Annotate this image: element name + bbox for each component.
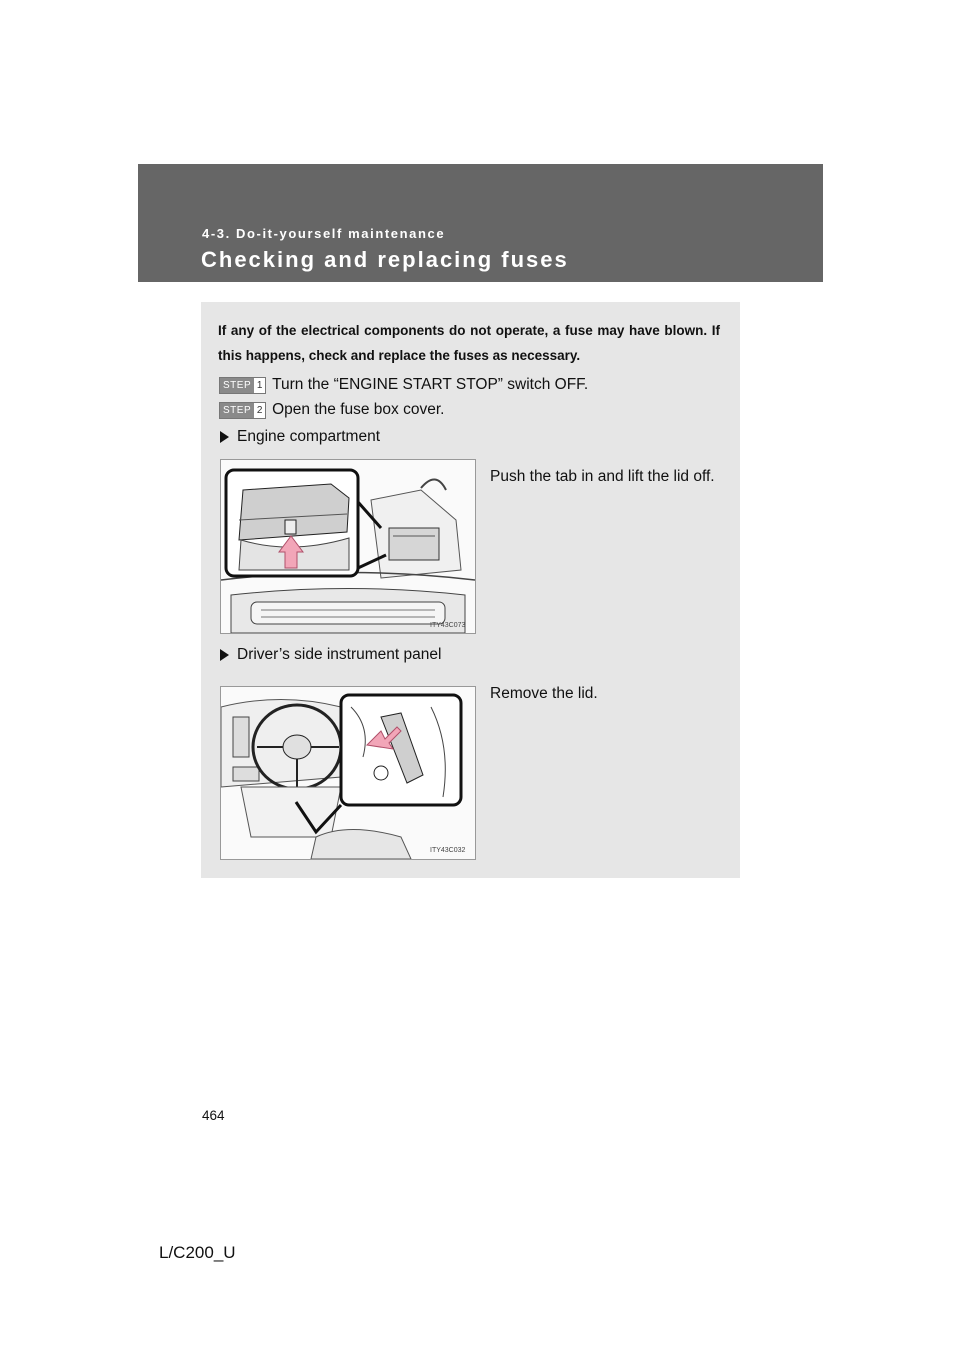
- step-text: Turn the “ENGINE START STOP” switch OFF.: [272, 376, 589, 393]
- location-heading-driver-panel: [220, 646, 441, 664]
- engine-compartment-figure: [220, 459, 476, 634]
- step-badge-number: 2: [254, 403, 265, 418]
- step-badge: [219, 377, 266, 394]
- triangle-bullet-icon: [220, 431, 229, 443]
- location-heading-engine: [220, 428, 380, 446]
- step-badge-label: STEP: [220, 378, 254, 393]
- step-badge: [219, 402, 266, 419]
- location-heading-text: Driver’s side instrument panel: [237, 646, 442, 663]
- figure-code: ITY43C032: [430, 847, 466, 854]
- step-2: [219, 401, 444, 419]
- figure-code: ITY43C073: [430, 622, 466, 629]
- section-label: 4-3. Do-it-yourself maintenance: [202, 226, 446, 241]
- intro-text: If any of the electrical components do not operate, a fuse may have blown. If this happens, check and replace the fuses as necessary.: [218, 323, 720, 363]
- location-description-driver-panel: Remove the lid.: [490, 685, 598, 702]
- page-number: 464: [202, 1108, 225, 1123]
- instrument-panel-figure: [220, 686, 476, 860]
- step-text: Open the fuse box cover.: [272, 401, 445, 418]
- page-title: Checking and replacing fuses: [201, 247, 569, 272]
- step-1: [219, 376, 588, 394]
- location-description-engine: Push the tab in and lift the lid off.: [490, 468, 715, 485]
- triangle-bullet-icon: [220, 649, 229, 661]
- step-badge-label: STEP: [220, 403, 254, 418]
- location-heading-text: Engine compartment: [237, 428, 381, 445]
- model-code: L/C200_U: [159, 1243, 236, 1262]
- step-badge-number: 1: [254, 378, 265, 393]
